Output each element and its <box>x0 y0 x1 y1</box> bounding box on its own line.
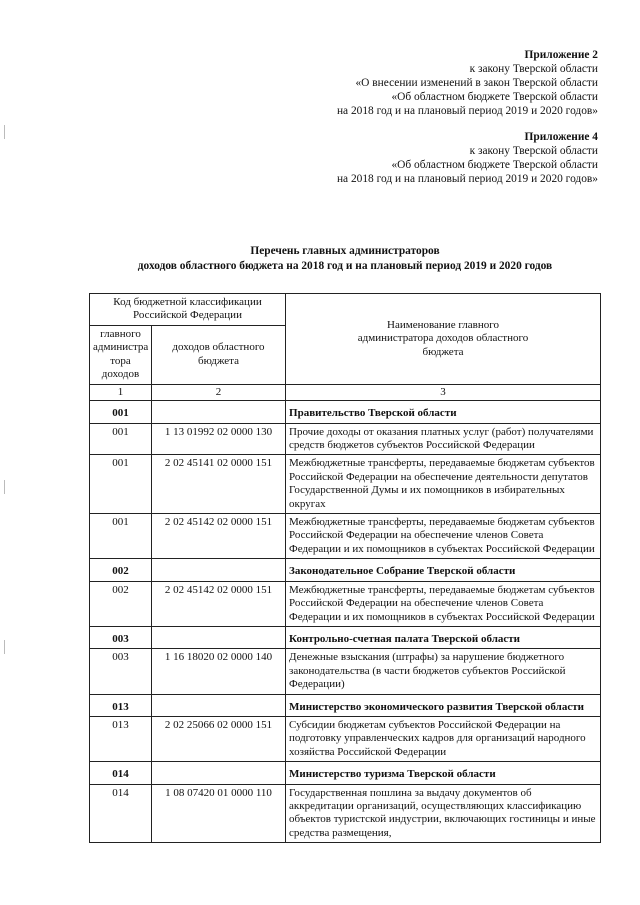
table-row <box>90 784 601 843</box>
admin-code-cell: 003 <box>90 626 152 648</box>
scan-edge-mark <box>4 480 5 494</box>
header-classification-group: Код бюджетной классификации Российской Федерации <box>90 294 286 326</box>
table-section-row <box>90 626 601 648</box>
table-section-row <box>90 401 601 423</box>
admin-code-cell: 003 <box>90 649 152 694</box>
admin-code-cell: 001 <box>90 423 152 455</box>
admin-code-cell: 002 <box>90 581 152 626</box>
revenue-code-cell: 2 02 45141 02 0000 151 <box>152 455 286 514</box>
admin-code-cell: 014 <box>90 762 152 784</box>
admin-code-cell: 001 <box>90 514 152 559</box>
appendix-4-header <box>337 130 598 186</box>
revenue-code-cell: 1 08 07420 01 0000 110 <box>152 784 286 843</box>
appendix-line: к закону Тверской области <box>469 145 598 157</box>
column-number: 3 <box>286 384 601 400</box>
revenue-code-cell: 1 13 01992 02 0000 130 <box>152 423 286 455</box>
name-cell: Правительство Тверской области <box>286 401 601 423</box>
table-section-row <box>90 694 601 716</box>
admin-code-cell: 013 <box>90 694 152 716</box>
name-cell: Министерство экономического развития Тверской области <box>286 694 601 716</box>
appendix-line: к закону Тверской области <box>469 63 598 75</box>
header-name-text: Наименование главного администратора доходов областного бюджета <box>357 318 529 358</box>
admin-code-cell: 013 <box>90 716 152 761</box>
document-title <box>100 244 590 274</box>
administrators-table <box>89 293 601 843</box>
admin-code-cell: 002 <box>90 559 152 581</box>
revenue-code-cell: 2 02 25066 02 0000 151 <box>152 716 286 761</box>
revenue-code-cell: 2 02 45142 02 0000 151 <box>152 581 286 626</box>
name-cell: Министерство туризма Тверской области <box>286 762 601 784</box>
admin-code-cell: 001 <box>90 455 152 514</box>
name-cell: Государственная пошлина за выдачу документов об аккредитации организаций, осуществляющих классификацию объектов туристской индустрии, включающих гостиницы и иные средства размещения, <box>286 784 601 843</box>
header-code-text: доходов областного бюджета <box>172 341 265 367</box>
table-row <box>90 455 601 514</box>
scan-edge-mark <box>4 125 5 139</box>
title-line: доходов областного бюджета на 2018 год и на плановый период 2019 и 2020 годов <box>137 260 553 272</box>
revenue-code-cell <box>152 401 286 423</box>
revenue-code-cell <box>152 559 286 581</box>
header-name-column <box>286 294 601 385</box>
name-cell: Межбюджетные трансферты, передаваемые бюджетам субъектов Российской Федерации на обеспечение членов Совета Федерации и их помощников в субъектах Российской Федерации <box>286 581 601 626</box>
appendix-line: на 2018 год и на плановый период 2019 и 2020 годов» <box>336 173 598 185</box>
revenue-code-cell <box>152 694 286 716</box>
column-number: 2 <box>152 384 286 400</box>
name-cell: Прочие доходы от оказания платных услуг (работ) получателями средств бюджетов субъектов Российской Федерации <box>286 423 601 455</box>
name-cell: Межбюджетные трансферты, передаваемые бюджетам субъектов Российской Федерации на обеспечение членов Совета Федерации и их помощников в субъектах Российской Федерации <box>286 514 601 559</box>
admin-code-cell: 001 <box>90 401 152 423</box>
table-section-row <box>90 559 601 581</box>
appendix-line: «Об областном бюджете Тверской области <box>391 91 598 103</box>
appendix-line: на 2018 год и на плановый период 2019 и 2020 годов» <box>336 105 598 117</box>
appendix-heading: Приложение 2 <box>524 49 598 61</box>
name-cell: Контрольно-счетная палата Тверской области <box>286 626 601 648</box>
table-row <box>90 423 601 455</box>
table-section-row <box>90 762 601 784</box>
table-row <box>90 514 601 559</box>
column-number: 1 <box>90 384 152 400</box>
table-row <box>90 649 601 694</box>
header-code-column <box>152 325 286 384</box>
name-cell: Законодательное Собрание Тверской области <box>286 559 601 581</box>
appendix-line: «О внесении изменений в закон Тверской области <box>355 77 598 89</box>
table-row <box>90 716 601 761</box>
revenue-code-cell: 1 16 18020 02 0000 140 <box>152 649 286 694</box>
name-cell: Денежные взыскания (штрафы) за нарушение бюджетного законодательства (в части бюджетов субъектов Российской Федерации) <box>286 649 601 694</box>
appendix-line: «Об областном бюджете Тверской области <box>391 159 598 171</box>
table-body <box>90 401 601 843</box>
revenue-code-cell <box>152 626 286 648</box>
name-cell: Межбюджетные трансферты, передаваемые бюджетам субъектов Российской Федерации на обеспечение деятельности депутатов Государственной Думы и их помощников в избирательных округах <box>286 455 601 514</box>
table-row <box>90 581 601 626</box>
revenue-code-cell <box>152 762 286 784</box>
appendix-heading: Приложение 4 <box>524 131 598 143</box>
name-cell: Субсидии бюджетам субъектов Российской Федерации на подготовку управленческих кадров для организаций народного хозяйства Российской Федерации <box>286 716 601 761</box>
scan-edge-mark <box>4 640 5 654</box>
header-admin-column: главного администра тора доходов <box>90 325 152 384</box>
title-line: Перечень главных администраторов <box>250 245 440 257</box>
revenue-code-cell: 2 02 45142 02 0000 151 <box>152 514 286 559</box>
admin-code-cell: 014 <box>90 784 152 843</box>
appendix-2-header <box>337 48 598 118</box>
